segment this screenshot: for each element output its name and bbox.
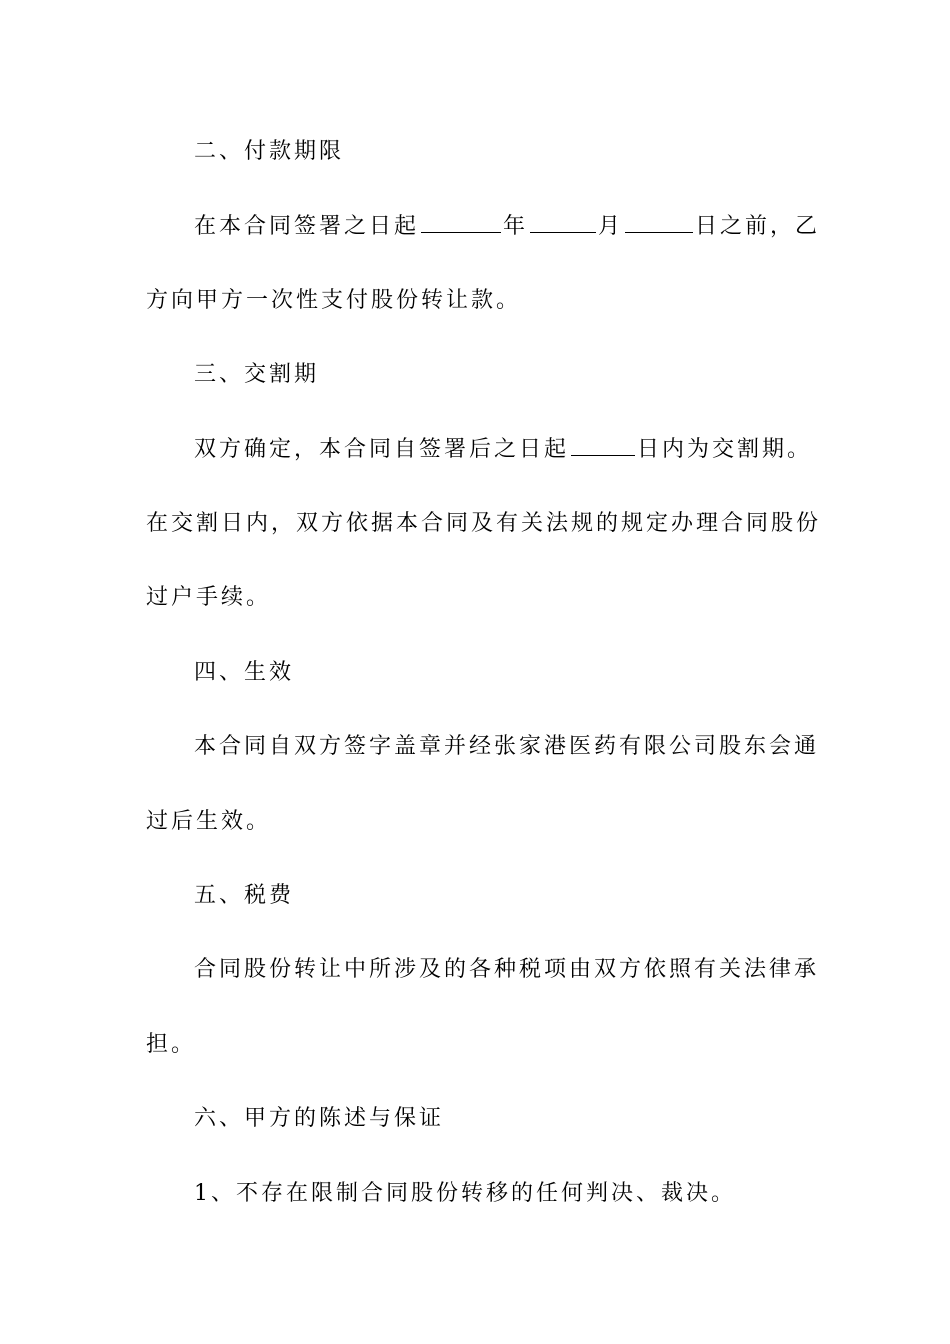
delivery-text-start: 双方确定，本合同自签署后之日起 (194, 437, 570, 462)
section-heading-effectiveness: 四、生效 (194, 660, 295, 685)
paragraph-delivery-line-1 (194, 429, 874, 469)
month-blank (530, 206, 596, 233)
delivery-text-end: 日内为交割期。 (637, 437, 813, 462)
paragraph-delivery-line-3: 过户手续。 (146, 585, 272, 610)
year-label: 年 (503, 214, 529, 239)
paragraph-delivery-line-2: 在交割日内，双方依据本合同及有关法规的规定办理合同股份 (146, 511, 822, 536)
section-heading-taxes: 五、税费 (194, 883, 295, 908)
paragraph-effectiveness-line-2: 过后生效。 (146, 809, 272, 834)
paragraph-payment-line-1 (194, 206, 874, 246)
section-heading-payment-term: 二、付款期限 (194, 139, 345, 164)
days-blank (571, 429, 635, 456)
section-heading-delivery: 三、交割期 (194, 362, 320, 387)
month-label: 月 (598, 214, 624, 239)
section-heading-party-a-representations: 六、甲方的陈述与保证 (194, 1106, 445, 1131)
day-blank (625, 206, 693, 233)
paragraph-taxes-line-2: 担。 (146, 1032, 197, 1057)
paragraph-taxes-line-1: 合同股份转让中所涉及的各种税项由双方依照有关法律承 (194, 957, 820, 982)
paragraph-effectiveness-line-1: 本合同自双方签字盖章并经张家港医药有限公司股东会通 (194, 734, 820, 759)
payment-text-end: 日之前，乙 (695, 214, 821, 239)
list-item-representation-1: 1、不存在限制合同股份转移的任何判决、裁决。 (194, 1181, 736, 1206)
payment-text-start: 在本合同签署之日起 (194, 214, 420, 239)
year-blank (421, 206, 501, 233)
paragraph-payment-line-2: 方向甲方一次性支付股份转让款。 (146, 288, 522, 313)
